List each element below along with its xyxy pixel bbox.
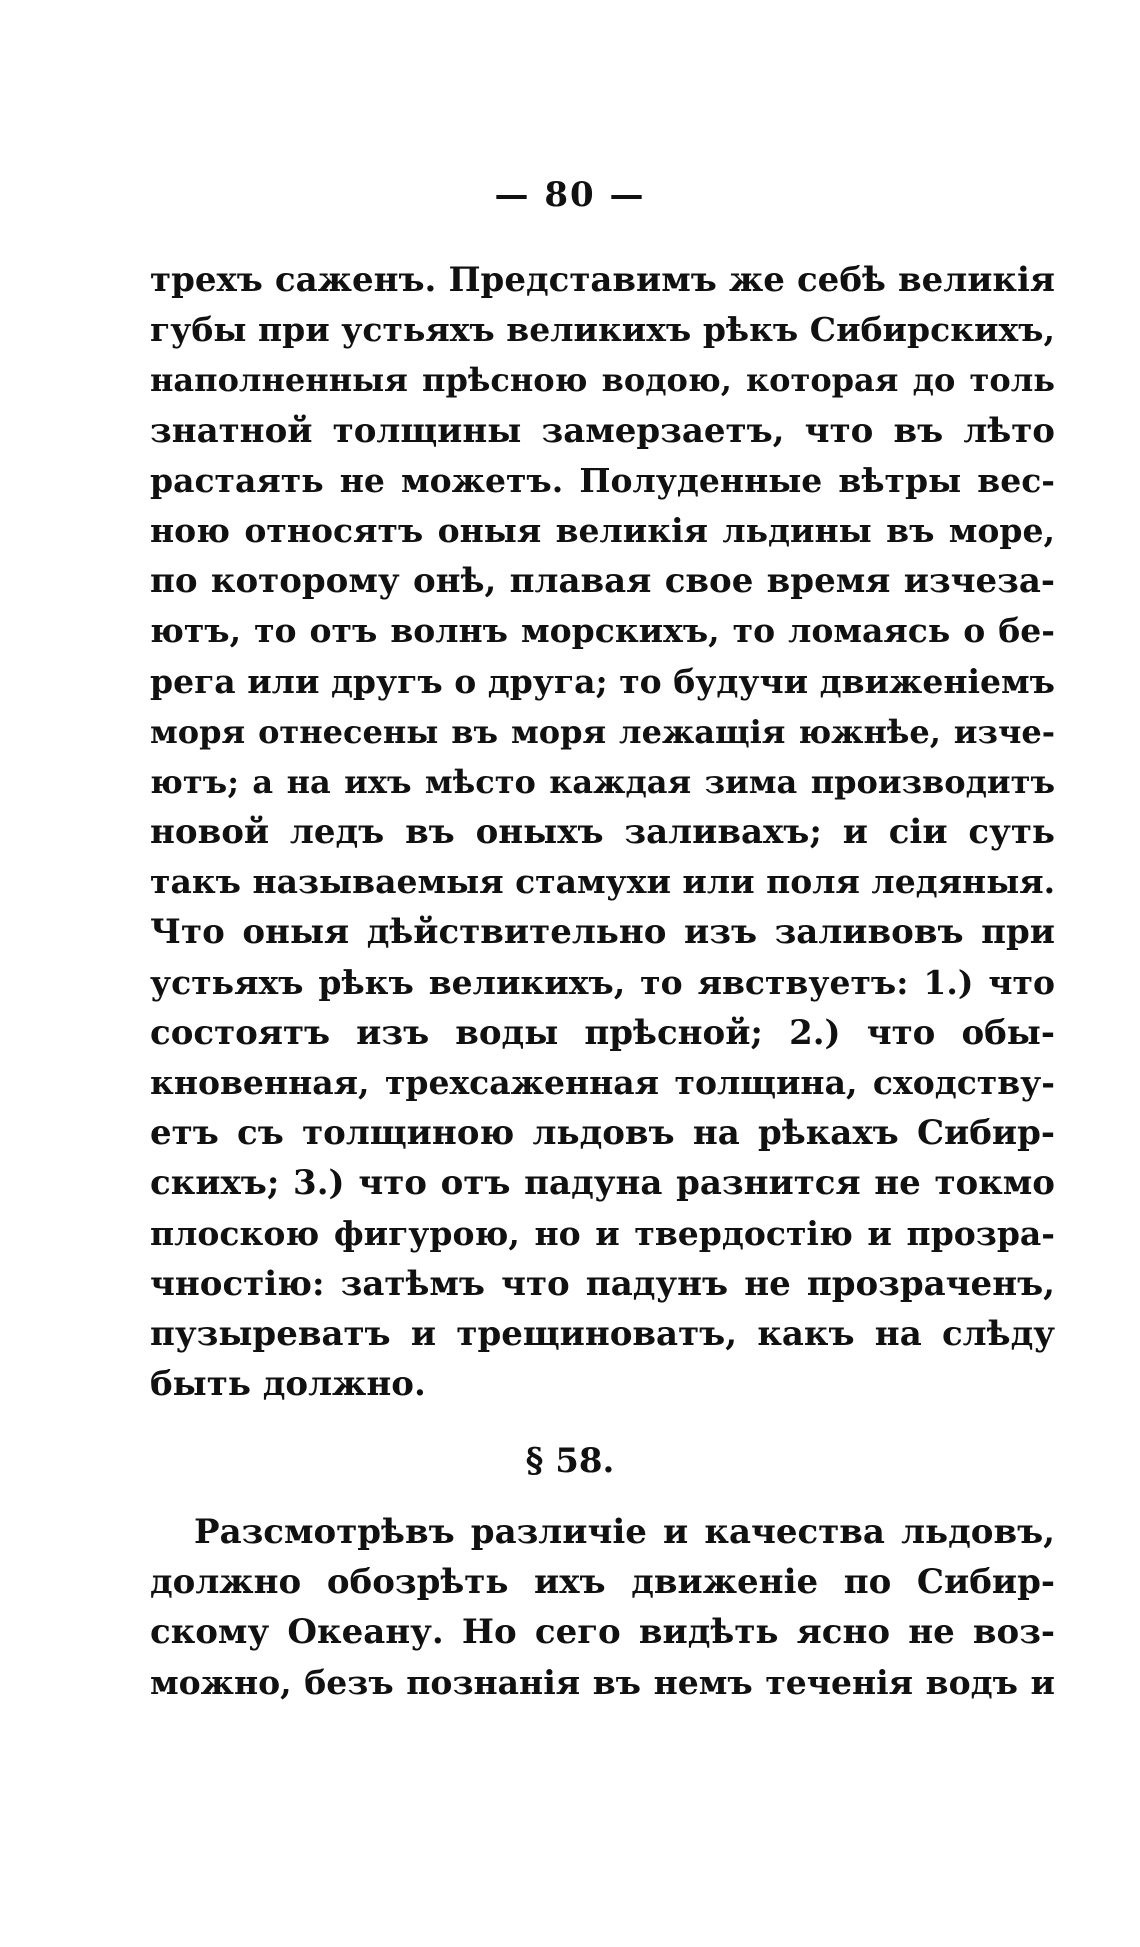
text-line: моря отнесены въ моря лежащія южнѣе, изче-: [150, 712, 1055, 751]
text-line: кновенная, трехсаженная толщина, сходству-: [150, 1063, 1055, 1102]
text-line: пузыреватъ и трещиноватъ, какъ на слѣду: [150, 1313, 1055, 1354]
text-line: скому Океану. Но сего видѣть ясно не воз-: [150, 1612, 1055, 1653]
text-line: по которому онѣ, плавая свое время изчеза-: [150, 561, 1055, 602]
text-line: губы при устьяхъ великихъ рѣкъ Сибирскихъ,: [150, 310, 1055, 350]
text-line: растаять не можетъ. Полуденные вѣтры вес-: [150, 460, 1055, 500]
page-number: — 80 —: [494, 175, 646, 215]
text-line: новой ледъ въ оныхъ заливахъ; и сіи суть: [150, 812, 1055, 853]
paragraph-1: [150, 255, 1055, 1409]
text-line: рега или другъ о друга; то будучи движеніемъ: [150, 661, 1055, 701]
text-line: такъ называемыя стамухи или поля ледяныя.: [150, 862, 1055, 902]
text-line: Разсмотрѣвъ различіе и качества льдовъ,: [194, 1512, 1055, 1552]
text-line: состоятъ изъ воды прѣсной; 2.) что обы-: [150, 1012, 1055, 1053]
text-line: знатной толщины замерзаетъ, что въ лѣто: [150, 410, 1055, 451]
paragraph-2: [150, 1507, 1055, 1708]
text-line: етъ съ толщиною льдовъ на рѣкахъ Сибир-: [150, 1113, 1055, 1154]
text-line: быть должно.: [150, 1364, 426, 1405]
section-heading: § 58.: [525, 1441, 615, 1481]
text-line: чностію: затѣмъ что падунъ не прозраченъ,: [150, 1263, 1055, 1304]
text-line: плоскою фигурою, но и твердостію и прозра-: [150, 1213, 1055, 1253]
text-line: должно обозрѣть ихъ движеніе по Сибир-: [150, 1562, 1055, 1603]
text-line: трехъ саженъ. Представимъ же себѣ великія: [150, 260, 1055, 300]
text-line: наполненныя прѣсною водою, которая до толь: [150, 361, 1055, 400]
text-line: Что оныя дѣйствительно изъ заливовъ при: [150, 912, 1055, 953]
text-line: скихъ; 3.) что отъ падуна разнится не токмо: [150, 1163, 1055, 1204]
text-line: ютъ; а на ихъ мѣсто каждая зима производитъ: [150, 762, 1055, 801]
text-line: устьяхъ рѣкъ великихъ, то явствуетъ: 1.) что: [150, 962, 1055, 1002]
text-line: ною относятъ оныя великія льдины въ море,: [150, 510, 1055, 550]
text-line: можно, безъ познанія въ немъ теченія водъ и: [150, 1662, 1055, 1702]
text-line: ютъ, то отъ волнъ морскихъ, то ломаясь о бе-: [150, 611, 1055, 651]
